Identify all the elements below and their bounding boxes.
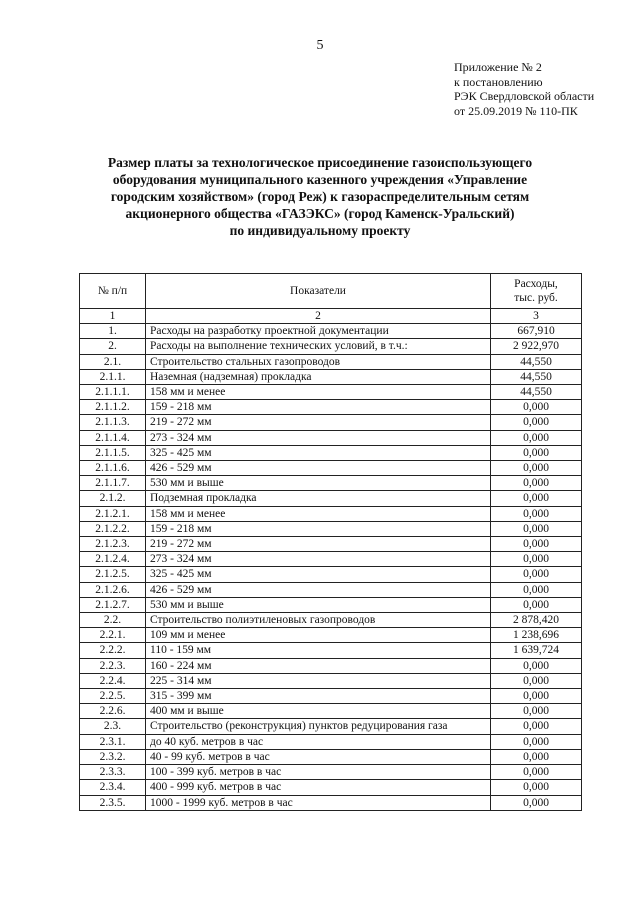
table-row: [80, 749, 582, 764]
row-number: 2.1.1.4.: [80, 430, 146, 445]
row-cost: 44,550: [491, 369, 582, 384]
row-cost: 0,000: [491, 415, 582, 430]
row-cost: 0,000: [491, 704, 582, 719]
row-indicator: до 40 куб. метров в час: [146, 734, 491, 749]
row-indicator: Расходы на разработку проектной документации: [146, 324, 491, 339]
row-number: 2.1.1.2.: [80, 400, 146, 415]
row-indicator: 219 - 272 мм: [146, 415, 491, 430]
row-cost: 0,000: [491, 521, 582, 536]
row-cost: 0,000: [491, 461, 582, 476]
table-row: [80, 430, 582, 445]
row-indicator: 158 мм и менее: [146, 385, 491, 400]
title-line: оборудования муниципального казенного учреждения «Управление: [112, 172, 528, 187]
header-costs: Расходы, тыс. руб.: [491, 274, 582, 309]
table-row: [80, 704, 582, 719]
row-number: 2.3.4.: [80, 780, 146, 795]
table-row: [80, 339, 582, 354]
table-row: [80, 385, 582, 400]
row-cost: 0,000: [491, 749, 582, 764]
row-number: 2.2.4.: [80, 673, 146, 688]
table-row: [80, 476, 582, 491]
row-cost: 0,000: [491, 445, 582, 460]
row-indicator: 273 - 324 мм: [146, 430, 491, 445]
row-cost: 0,000: [491, 795, 582, 810]
row-indicator: 530 мм и выше: [146, 597, 491, 612]
row-number: 2.1.1.: [80, 369, 146, 384]
table-row: [80, 673, 582, 688]
row-cost: 0,000: [491, 582, 582, 597]
table-row: [80, 628, 582, 643]
header-indicators: Показатели: [146, 274, 491, 309]
row-indicator: 110 - 159 мм: [146, 643, 491, 658]
table-row: [80, 461, 582, 476]
row-cost: 0,000: [491, 689, 582, 704]
row-indicator: Строительство стальных газопроводов: [146, 354, 491, 369]
row-number: 2.1.2.6.: [80, 582, 146, 597]
row-cost: 0,000: [491, 491, 582, 506]
row-indicator: Наземная (надземная) прокладка: [146, 369, 491, 384]
row-cost: 1 238,696: [491, 628, 582, 643]
row-number: 2.3.5.: [80, 795, 146, 810]
title-line: городским хозяйством» (город Реж) к газораспределительным сетям: [110, 189, 530, 204]
row-indicator: 273 - 324 мм: [146, 552, 491, 567]
table-row: [80, 537, 582, 552]
column-number: 2: [146, 309, 491, 324]
row-number: 2.2.2.: [80, 643, 146, 658]
table-row: [80, 506, 582, 521]
row-number: 2.1.1.1.: [80, 385, 146, 400]
row-indicator: 325 - 425 мм: [146, 445, 491, 460]
table-row: [80, 689, 582, 704]
row-indicator: 325 - 425 мм: [146, 567, 491, 582]
row-indicator: 100 - 399 куб. метров в час: [146, 765, 491, 780]
table-row: [80, 719, 582, 734]
row-number: 1.: [80, 324, 146, 339]
appendix-note: [454, 60, 594, 118]
row-indicator: 219 - 272 мм: [146, 537, 491, 552]
row-number: 2.2.: [80, 613, 146, 628]
row-cost: 0,000: [491, 506, 582, 521]
table-row: [80, 415, 582, 430]
table-row: [80, 369, 582, 384]
row-indicator: 160 - 224 мм: [146, 658, 491, 673]
row-indicator: Строительство полиэтиленовых газопроводов: [146, 613, 491, 628]
row-number: 2.2.3.: [80, 658, 146, 673]
row-indicator: 109 мм и менее: [146, 628, 491, 643]
row-indicator: 225 - 314 мм: [146, 673, 491, 688]
table-row: [80, 795, 582, 810]
title-line: акционерного общества «ГАЗЭКС» (город Каменск-Уральский): [125, 206, 515, 221]
column-number: 1: [80, 309, 146, 324]
row-number: 2.: [80, 339, 146, 354]
row-cost: 44,550: [491, 385, 582, 400]
row-indicator: 400 мм и выше: [146, 704, 491, 719]
appendix-line: к постановлению: [454, 74, 543, 89]
row-cost: 0,000: [491, 537, 582, 552]
row-indicator: 400 - 999 куб. метров в час: [146, 780, 491, 795]
row-cost: 0,000: [491, 400, 582, 415]
row-indicator: 159 - 218 мм: [146, 400, 491, 415]
row-indicator: 426 - 529 мм: [146, 582, 491, 597]
row-number: 2.1.2.7.: [80, 597, 146, 612]
row-cost: 2 878,420: [491, 613, 582, 628]
table-row: [80, 491, 582, 506]
row-indicator: 530 мм и выше: [146, 476, 491, 491]
row-number: 2.1.1.7.: [80, 476, 146, 491]
table-row: [80, 582, 582, 597]
row-cost: 44,550: [491, 354, 582, 369]
table-row: [80, 765, 582, 780]
row-indicator: Расходы на выполнение технических условий, в т.ч.:: [146, 339, 491, 354]
row-cost: 0,000: [491, 552, 582, 567]
table-row: [80, 780, 582, 795]
appendix-line: от 25.09.2019 № 110-ПК: [454, 103, 578, 118]
row-number: 2.1.1.3.: [80, 415, 146, 430]
row-number: 2.1.2.2.: [80, 521, 146, 536]
row-indicator: Подземная прокладка: [146, 491, 491, 506]
row-indicator: 1000 - 1999 куб. метров в час: [146, 795, 491, 810]
appendix-line: РЭК Свердловской области: [454, 89, 595, 103]
table-column-number-row: [80, 309, 582, 324]
column-number: 3: [491, 309, 582, 324]
row-number: 2.1.2.1.: [80, 506, 146, 521]
row-indicator: 315 - 399 мм: [146, 689, 491, 704]
table-row: [80, 552, 582, 567]
row-number: 2.1.2.5.: [80, 567, 146, 582]
row-indicator: 158 мм и менее: [146, 506, 491, 521]
row-number: 2.1.1.5.: [80, 445, 146, 460]
document-title: [70, 154, 570, 239]
row-cost: 0,000: [491, 658, 582, 673]
title-line: по индивидуальному проекту: [229, 223, 411, 238]
row-cost: 0,000: [491, 597, 582, 612]
row-indicator: 426 - 529 мм: [146, 461, 491, 476]
row-number: 2.2.5.: [80, 689, 146, 704]
table-header-row: [80, 274, 582, 309]
table-row: [80, 734, 582, 749]
table-row: [80, 324, 582, 339]
table-row: [80, 613, 582, 628]
row-number: 2.1.: [80, 354, 146, 369]
row-cost: 2 922,970: [491, 339, 582, 354]
appendix-line: Приложение № 2: [454, 60, 542, 74]
row-number: 2.1.2.: [80, 491, 146, 506]
row-cost: 0,000: [491, 734, 582, 749]
row-number: 2.1.1.6.: [80, 461, 146, 476]
row-cost: 667,910: [491, 324, 582, 339]
table-row: [80, 597, 582, 612]
table-row: [80, 658, 582, 673]
table-row: [80, 521, 582, 536]
title-line: Размер платы за технологическое присоединение газоиспользующего: [107, 155, 533, 170]
page-number: 5: [316, 38, 324, 53]
row-indicator: 40 - 99 куб. метров в час: [146, 749, 491, 764]
row-number: 2.3.: [80, 719, 146, 734]
row-number: 2.3.2.: [80, 749, 146, 764]
row-cost: 0,000: [491, 567, 582, 582]
row-cost: 0,000: [491, 673, 582, 688]
row-number: 2.3.1.: [80, 734, 146, 749]
row-number: 2.1.2.3.: [80, 537, 146, 552]
table-row: [80, 567, 582, 582]
row-cost: 0,000: [491, 765, 582, 780]
row-cost: 1 639,724: [491, 643, 582, 658]
row-number: 2.2.6.: [80, 704, 146, 719]
header-number: № п/п: [80, 274, 146, 309]
table-row: [80, 643, 582, 658]
row-indicator: 159 - 218 мм: [146, 521, 491, 536]
row-cost: 0,000: [491, 719, 582, 734]
row-cost: 0,000: [491, 430, 582, 445]
table-row: [80, 400, 582, 415]
row-number: 2.1.2.4.: [80, 552, 146, 567]
row-number: 2.3.3.: [80, 765, 146, 780]
row-number: 2.2.1.: [80, 628, 146, 643]
row-indicator: Строительство (реконструкция) пунктов редуцирования газа: [146, 719, 491, 734]
row-cost: 0,000: [491, 476, 582, 491]
row-cost: 0,000: [491, 780, 582, 795]
cost-table: [79, 273, 582, 811]
table-row: [80, 354, 582, 369]
table-row: [80, 445, 582, 460]
